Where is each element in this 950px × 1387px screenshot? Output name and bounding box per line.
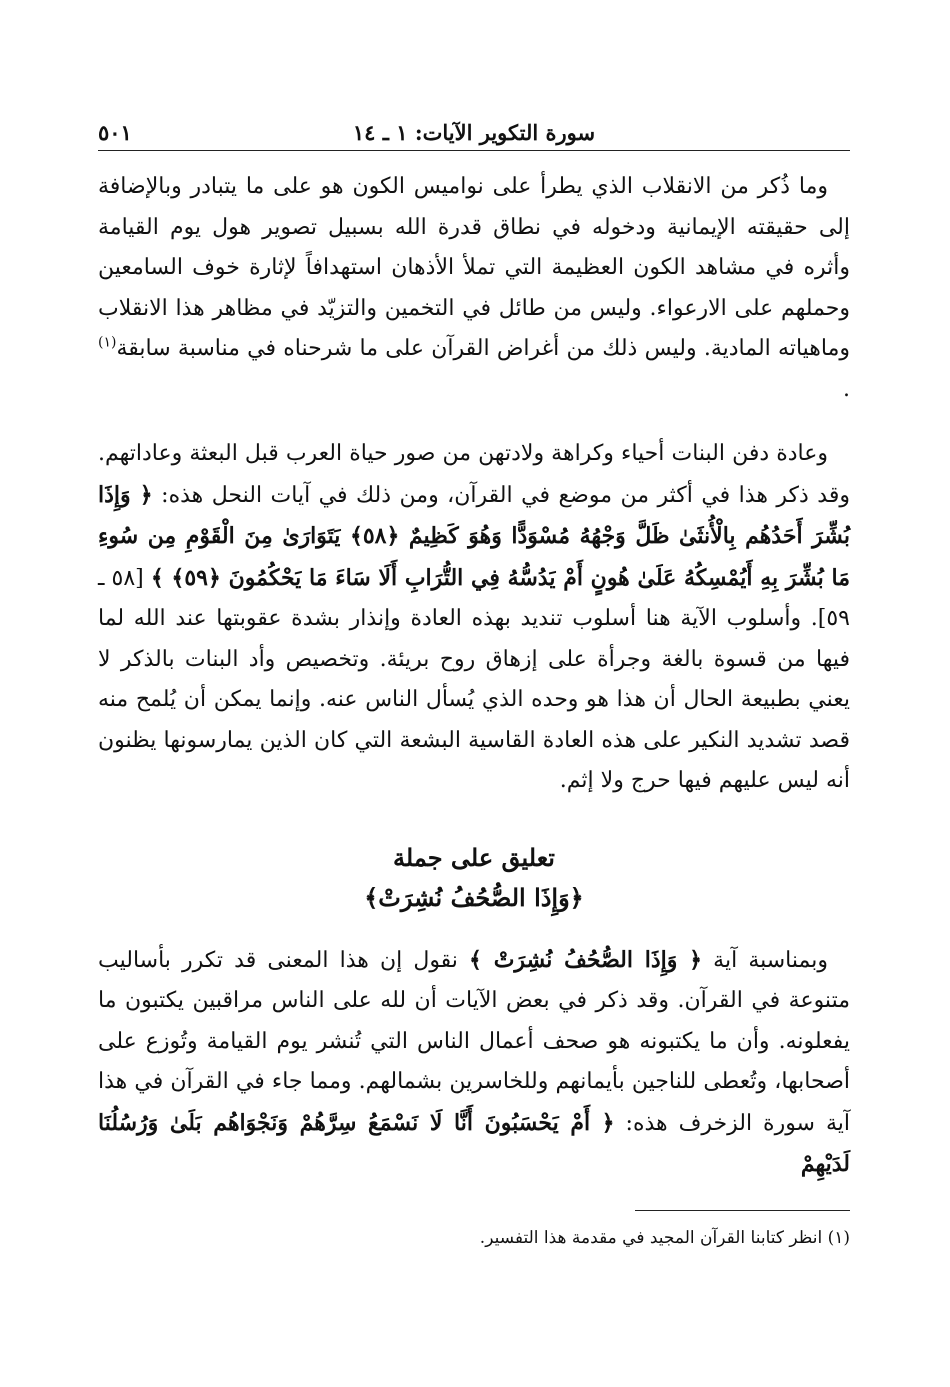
footnotes <box>98 1210 850 1251</box>
quran-verse-zukhruf: ﴿ أَمْ يَحْسَبُونَ أَنَّا لَا نَسْمَعُ سِرَّهُمْ وَنَجْوَاهُم بَلَىٰ وَرُسُلُنَا لَدَيْهِمْ <box>98 1109 850 1177</box>
paragraph-3-intro: وبمناسبة آية <box>702 947 828 973</box>
footnote-marker: (١) <box>827 1228 850 1248</box>
paragraph-2-tail: [٥٨ ـ ٥٩]. وأسلوب الآية هنا أسلوب تنديد بهذه العادة وإنذار بشدة عقوبتها عند الله لما فيها من قسوة بالغة وجرأة على إزهاق روح بريئة. وتخصيص وأد البنات بالذكر لا يعني بطبيعة الحال أن هذا هو وحده الذي يُسأل الناس عنه. وإنما يمكن أن يُلمح منه قصد تشديد النكير على هذه العادة القاسية البشعة التي كان الذين يمارسونها يظنون أنه ليس عليهم فيها حرج ولا إثم. <box>98 565 850 793</box>
page-body <box>98 167 850 1186</box>
quran-verse-takwir: ﴿ وَإِذَا الصُّحُفُ نُشِرَتْ ﴾ <box>469 946 703 973</box>
paragraph-3 <box>98 940 850 1186</box>
paragraph-1-tail: . <box>843 376 850 402</box>
footnote-text: انظر كتابنا القرآن المجيد في مقدمة هذا التفسير. <box>479 1228 823 1248</box>
footnote-1 <box>98 1225 850 1251</box>
page-number: ٥٠١ <box>98 120 132 145</box>
paragraph-1 <box>98 167 850 410</box>
paragraph-2 <box>98 434 850 802</box>
quran-verse-nahl: ﴿ وَإِذَا بُشِّرَ أَحَدُهُم بِالْأُنثَىٰ ظَلَّ وَجْهُهُ مُسْوَدًّا وَهُوَ كَظِيمٌ ﴿٥٨﴾ يَتَوَارَىٰ مِنَ الْقَوْمِ مِن سُوءِ مَا بُشِّرَ بِهِ أَيُمْسِكُهُ عَلَىٰ هُونٍ أَمْ يَدُسُّهُ فِي التُّرَابِ أَلَا سَاءَ مَا يَحْكُمُونَ ﴿٥٩﴾ ﴾ <box>98 481 851 591</box>
running-title: سورة التكوير الآيات: ١ ـ ١٤ <box>352 120 596 145</box>
page <box>98 112 850 1186</box>
section-heading-block <box>98 838 850 918</box>
running-header <box>98 112 850 151</box>
paragraph-3-text: نقول إن هذا المعنى قد تكرر بأساليب متنوعة في القرآن. وقد ذكر في بعض الآيات أن لله على الناس مراقبين يكتبون ما يفعلونه. وأن ما يكتبونه هو صحف أعمال الناس التي تُنشر يوم القيامة وتُوزع على أصحابها، وتُعطى للناجين بأيمانهم وللخاسرين بشمالهم. ومما جاء في القرآن في هذا آية سورة الزخرف هذه: <box>98 947 850 1136</box>
paragraph-2-text: وعادة دفن البنات أحياء وكراهة ولادتهن من صور حياة العرب قبل البعثة وعاداتهم. وقد ذكر هذا في أكثر من موضع في القرآن، ومن ذلك في آيات النحل هذه: <box>98 441 850 508</box>
footnote-divider <box>635 1210 850 1211</box>
section-verse-heading: ﴿وَإِذَا الصُّحُفُ نُشِرَتْ﴾ <box>364 882 584 912</box>
paragraph-1-text: وما ذُكر من الانقلاب الذي يطرأ على نواميس الكون هو على ما يتبادر وبالإضافة إلى حقيقته الإيمانية ودخوله في نطاق قدرة الله بسبيل تصوير هول يوم القيامة وأثره في مشاهد الكون العظيمة التي تملأ الأذهان استهدافاً لإثارة خوف السامعين وحملهم على الارعواء. وليس من طائل في التخمين والتزيّد في مظاهر هذا الانقلاب وماهياته المادية. وليس ذلك من أغراض القرآن على ما شرحناه في مناسبة سابقة <box>98 174 850 361</box>
footnote-reference: (١) <box>98 334 117 351</box>
section-heading: تعليق على جملة <box>393 842 555 872</box>
